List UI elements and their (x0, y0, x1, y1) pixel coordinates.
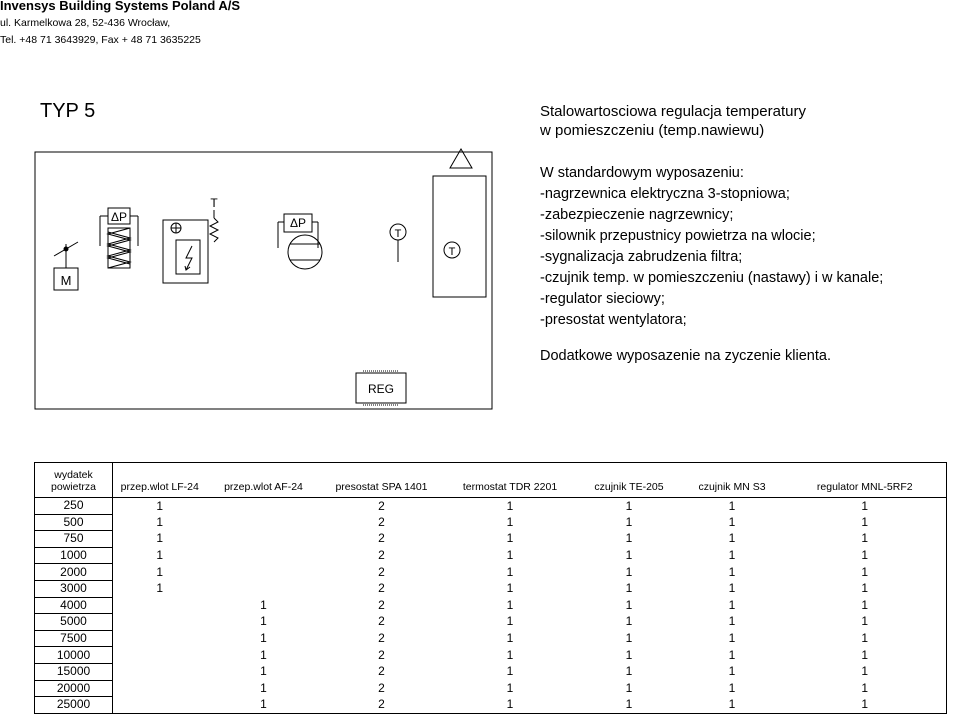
quantity-cell: 1 (861, 614, 869, 629)
column-header: przep.wlot AF-24 (224, 481, 303, 493)
quantity-cell: 1 (260, 647, 267, 662)
fan-dp-label: ΔP (289, 216, 307, 230)
optional-equipment-note: Dodatkowe wyposazenie na zyczenie klienta. (540, 348, 831, 364)
quantity-cell: 1 (156, 581, 164, 596)
quantity-cell: 2 (378, 664, 385, 679)
company-contact: Tel. +48 71 3643929, Fax + 48 71 3635225 (0, 34, 201, 46)
quantity-cell: 2 (378, 680, 385, 695)
airflow-cell: 10000 (35, 647, 113, 664)
quantity-cell: 1 (506, 631, 514, 646)
quantity-cell: 1 (681, 498, 784, 515)
quantity-cell (207, 547, 321, 564)
spec-item: -presostat wentylatora; (540, 312, 687, 328)
quantity-cell: 1 (861, 581, 869, 596)
quantity-cell: 1 (728, 564, 736, 579)
quantity-cell (113, 597, 207, 614)
quantity-cell: 2 (378, 514, 385, 529)
quantity-cell: 1 (728, 631, 736, 646)
airflow-cell: 1000 (35, 547, 113, 564)
quantity-cell (207, 498, 321, 515)
quantity-cell: 1 (260, 697, 267, 712)
spec-item: -czujnik temp. w pomieszczeniu (nastawy) i w kanale; (540, 270, 884, 286)
filter-dp-label: ΔP (110, 210, 128, 224)
column-header: czujnik TE-205 (594, 481, 664, 493)
company-address: ul. Karmelkowa 28, 52-436 Wrocław, (0, 17, 171, 29)
quantity-cell: 1 (728, 548, 736, 563)
quantity-cell: 1 (506, 614, 514, 629)
quantity-cell: 2 (378, 597, 385, 612)
spec-item: -sygnalizacja zabrudzenia filtra; (540, 249, 743, 265)
table-row (35, 531, 947, 548)
title-line-2: w pomieszczeniu (temp.nawiewu) (540, 122, 765, 139)
spec-heading: W standardowym wyposazeniu: (540, 165, 744, 181)
table-header-row (35, 463, 947, 498)
quantity-cell: 1 (625, 564, 633, 579)
quantity-cell: 1 (861, 597, 869, 612)
spec-item: -silownik przepustnicy powietrza na wlocie; (540, 228, 816, 244)
quantity-cell: 1 (506, 531, 514, 546)
quantity-cell: 1 (728, 531, 736, 546)
damper-pivot (64, 247, 68, 251)
airflow-cell: 250 (35, 498, 113, 515)
table-row (35, 580, 947, 597)
quantity-cell (207, 580, 321, 597)
quantity-cell: 1 (625, 514, 633, 529)
quantity-cell: 1 (506, 597, 514, 612)
quantity-cell: 1 (625, 680, 633, 695)
quantity-cell: 1 (113, 498, 207, 515)
quantity-cell: 1 (506, 548, 514, 563)
quantity-cell: 2 (378, 548, 385, 563)
quantity-cell: 2 (378, 614, 385, 629)
quantity-cell: 1 (625, 614, 633, 629)
quantity-cell: 1 (625, 664, 633, 679)
airflow-cell: 2000 (35, 564, 113, 581)
quantity-cell: 1 (625, 531, 633, 546)
quantity-cell: 1 (861, 680, 869, 695)
schematic-frame (35, 152, 492, 409)
quantity-cell: 1 (260, 664, 267, 679)
quantity-cell: 1 (260, 631, 267, 646)
quantity-cell: 1 (506, 581, 514, 596)
quantity-cell: 1 (861, 514, 869, 529)
table-row (35, 630, 947, 647)
title-line-1: Stalowartosciowa regulacja temperatury (540, 103, 806, 120)
spec-item: -nagrzewnica elektryczna 3-stopniowa; (540, 186, 790, 202)
quantity-cell: 1 (506, 514, 514, 529)
quantity-cell: 1 (156, 564, 164, 579)
table-row (35, 614, 947, 631)
motor-label: M (60, 273, 72, 288)
column-header: przep.wlot LF-24 (120, 481, 199, 493)
quantity-cell: 1 (260, 680, 267, 695)
quantity-cell: 1 (728, 614, 736, 629)
quantity-cell (207, 514, 321, 531)
table-row (35, 514, 947, 531)
fan-circle (288, 235, 322, 269)
airflow-cell: 25000 (35, 697, 113, 714)
quantity-cell: 1 (728, 597, 736, 612)
quantity-cell: 2 (378, 647, 385, 662)
quantity-cell: 1 (861, 548, 869, 563)
quantity-cell: 1 (506, 680, 514, 695)
quantity-cell: 1 (728, 581, 736, 596)
table-row (35, 597, 947, 614)
quantity-cell: 1 (728, 514, 736, 529)
quantity-cell: 1 (728, 647, 736, 662)
quantity-cell (113, 647, 207, 664)
quantity-cell (113, 663, 207, 680)
quantity-cell: 1 (625, 597, 633, 612)
table-body (35, 498, 947, 714)
quantity-cell: 1 (861, 664, 869, 679)
quantity-cell: 2 (378, 531, 385, 546)
room-sensor-label: T (448, 246, 456, 258)
quantity-cell: 1 (625, 697, 633, 712)
column-header: regulator MNL-5RF2 (816, 481, 913, 493)
spec-item: -zabezpieczenie nagrzewnicy; (540, 207, 734, 223)
table-row (35, 498, 947, 515)
quantity-cell: 1 (728, 680, 736, 695)
quantity-cell: 1 (625, 548, 633, 563)
quantity-cell: 1 (728, 664, 736, 679)
quantity-cell: 1 (156, 514, 164, 529)
quantity-cell: 1 (861, 697, 869, 712)
quantity-cell (113, 614, 207, 631)
airflow-cell: 4000 (35, 597, 113, 614)
quantity-cell: 1 (443, 498, 578, 515)
table-row (35, 680, 947, 697)
quantity-cell: 1 (625, 631, 633, 646)
quantity-cell (113, 697, 207, 714)
column-header: czujnik MN S3 (698, 481, 766, 493)
quantity-cell: 1 (156, 531, 164, 546)
table-row (35, 564, 947, 581)
quantity-cell: 1 (861, 564, 869, 579)
heater-lightning-icon (186, 246, 192, 270)
column-header: termostat TDR 2201 (462, 481, 558, 493)
quantity-cell: 2 (321, 498, 443, 515)
airflow-cell: 500 (35, 514, 113, 531)
quantity-cell: 2 (378, 697, 385, 712)
type-heading: TYP 5 (40, 100, 96, 122)
quantity-cell: 1 (506, 697, 514, 712)
table-row (35, 663, 947, 680)
equipment-table (34, 462, 947, 714)
quantity-cell: 1 (260, 614, 267, 629)
filter-box (108, 228, 130, 268)
quantity-cell: 1 (861, 631, 869, 646)
heater-sensor-label: T (210, 196, 218, 210)
airflow-cell: 15000 (35, 663, 113, 680)
airflow-cell: 20000 (35, 680, 113, 697)
spec-item: -regulator sieciowy; (540, 291, 665, 307)
quantity-cell: 1 (728, 697, 736, 712)
table-row (35, 547, 947, 564)
quantity-cell (113, 630, 207, 647)
quantity-cell: 1 (578, 498, 681, 515)
quantity-cell (113, 680, 207, 697)
quantity-cell: 1 (260, 597, 267, 612)
quantity-cell: 1 (506, 664, 514, 679)
column-header: wydatek powietrza (35, 463, 113, 498)
column-header: presostat SPA 1401 (335, 481, 428, 493)
quantity-cell: 2 (378, 631, 385, 646)
airflow-cell: 3000 (35, 580, 113, 597)
quantity-cell: 1 (784, 498, 947, 515)
airflow-cell: 750 (35, 531, 113, 548)
quantity-cell: 1 (625, 647, 633, 662)
table-row (35, 697, 947, 714)
quantity-cell: 1 (861, 647, 869, 662)
quantity-cell: 2 (378, 564, 385, 579)
airflow-cell: 7500 (35, 630, 113, 647)
regulator-label: REG (367, 382, 395, 396)
quantity-cell: 1 (506, 564, 514, 579)
table-row (35, 647, 947, 664)
quantity-cell: 1 (625, 581, 633, 596)
quantity-cell: 2 (378, 581, 385, 596)
quantity-cell: 1 (861, 531, 869, 546)
company-name: Invensys Building Systems Poland A/S (0, 0, 241, 13)
room-box (433, 176, 486, 297)
quantity-cell (207, 531, 321, 548)
heater-thermostat-coil (210, 218, 218, 242)
quantity-cell: 1 (506, 647, 514, 662)
quantity-cell (207, 564, 321, 581)
duct-sensor-label: T (394, 228, 402, 240)
quantity-cell: 1 (156, 548, 164, 563)
airflow-cell: 5000 (35, 614, 113, 631)
